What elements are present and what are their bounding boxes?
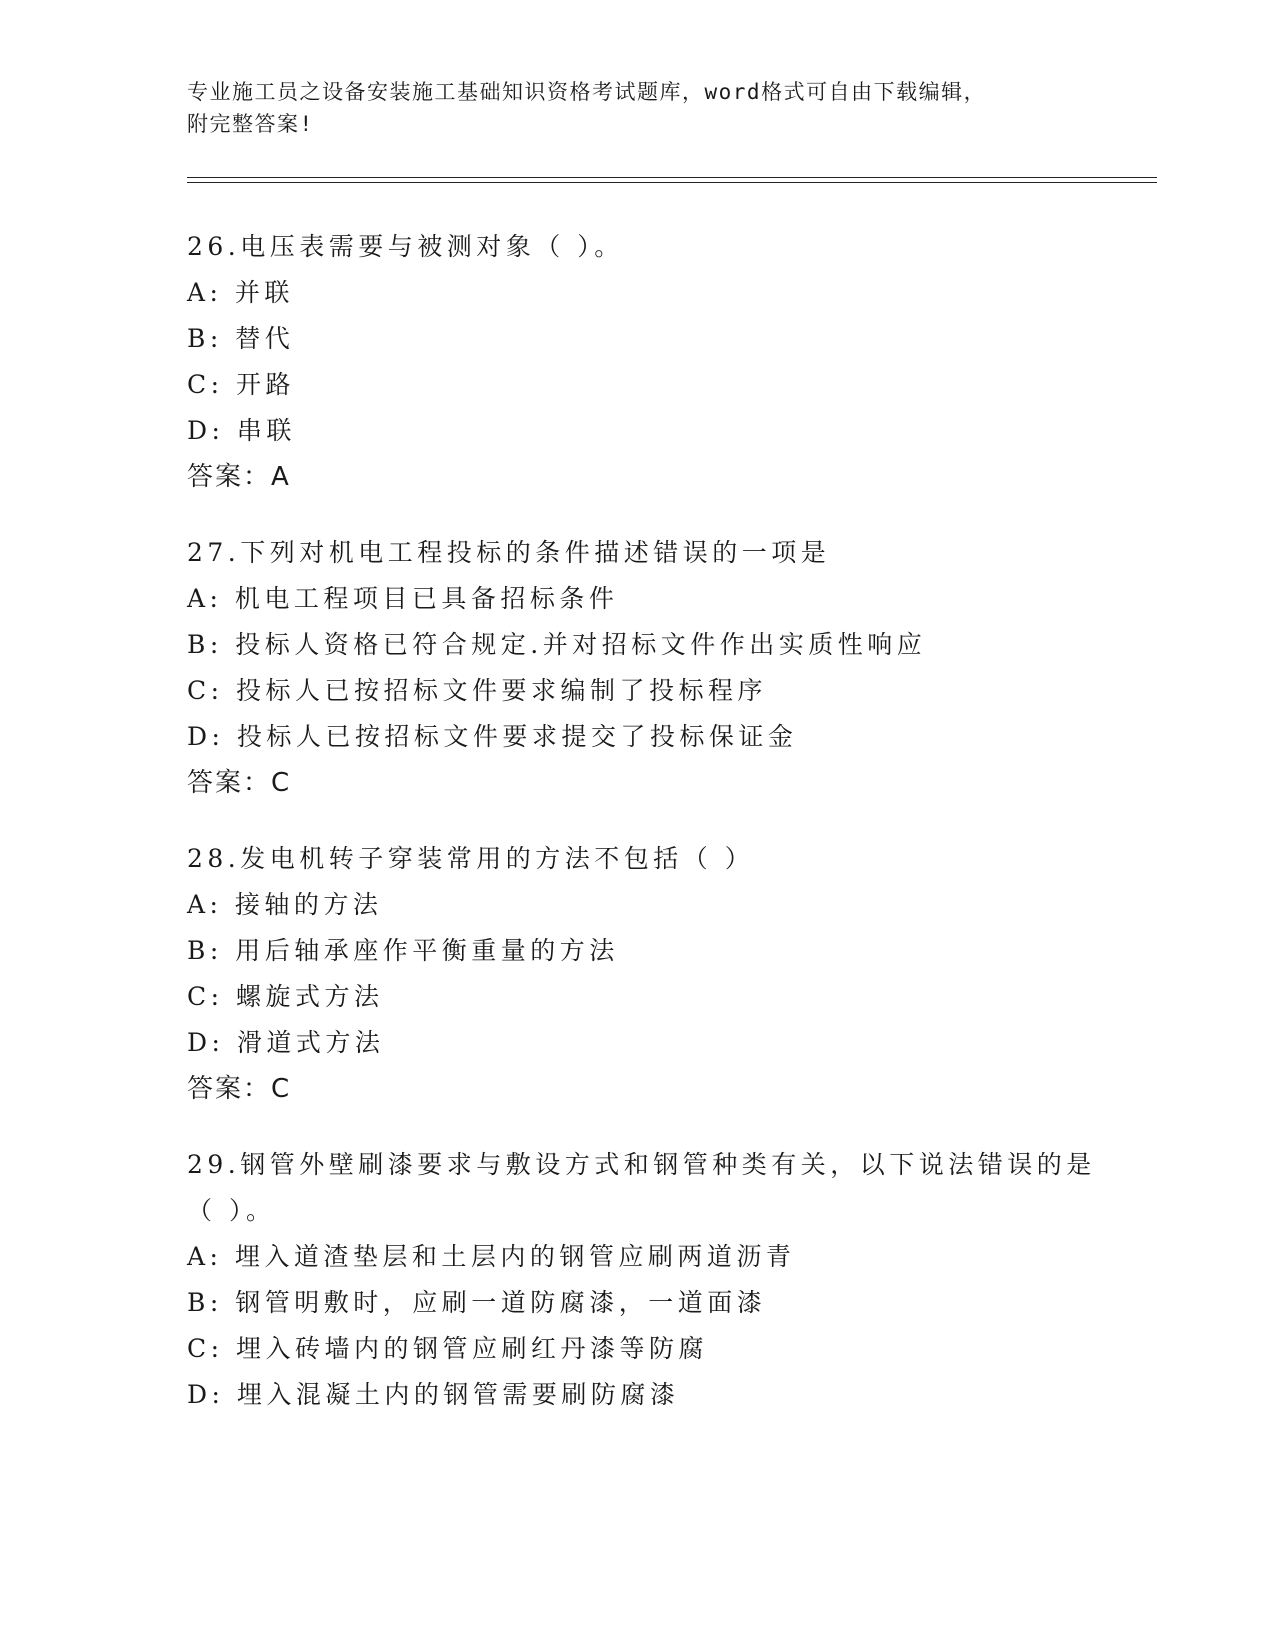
question-title: 29.钢管外壁刷漆要求与敷设方式和钢管种类有关，以下说法错误的是 (187, 1150, 1096, 1179)
answer: 答案：A (187, 462, 291, 492)
option-c: C: 埋入砖墙内的钢管应刷红丹漆等防腐 (187, 1334, 708, 1363)
question-title: 27.下列对机电工程投标的条件描述错误的一项是 (187, 538, 831, 567)
question-28 (187, 836, 1087, 1112)
option-c: C: 开路 (187, 370, 295, 399)
question-26 (187, 224, 1087, 500)
option-a: A: 机电工程项目已具备招标条件 (187, 584, 619, 613)
question-title: 26.电压表需要与被测对象（ ）。 (187, 232, 624, 261)
option-b: B: 替代 (187, 324, 295, 353)
option-d: D: 投标人已按招标文件要求提交了投标保证金 (187, 722, 798, 751)
option-c: C: 螺旋式方法 (187, 982, 384, 1011)
option-b: B: 钢管明敷时，应刷一道防腐漆，一道面漆 (187, 1288, 767, 1317)
question-title: 28.发电机转子穿装常用的方法不包括（ ） (187, 844, 755, 873)
header-line-1: 专业施工员之设备安装施工基础知识资格考试题库，word格式可自由下载编辑， (187, 80, 987, 104)
header-line-2: 附完整答案! (187, 112, 314, 136)
option-a: A: 埋入道渣垫层和土层内的钢管应刷两道沥青 (187, 1242, 796, 1271)
option-b: B: 投标人资格已符合规定.并对招标文件作出实质性响应 (187, 630, 927, 659)
question-27 (187, 530, 1087, 806)
question-title-continued: （ ）。 (187, 1196, 276, 1225)
option-b: B: 用后轴承座作平衡重量的方法 (187, 936, 619, 965)
option-d: D: 串联 (187, 416, 296, 445)
option-a: A: 并联 (187, 278, 294, 307)
option-c: C: 投标人已按招标文件要求编制了投标程序 (187, 676, 767, 705)
option-d: D: 埋入混凝土内的钢管需要刷防腐漆 (187, 1380, 680, 1409)
answer: 答案：C (187, 1074, 292, 1104)
document-header (187, 76, 1087, 140)
question-29 (187, 1142, 1096, 1418)
option-d: D: 滑道式方法 (187, 1028, 385, 1057)
answer: 答案：C (187, 768, 292, 798)
header-divider (187, 177, 1157, 183)
option-a: A: 接轴的方法 (187, 890, 383, 919)
